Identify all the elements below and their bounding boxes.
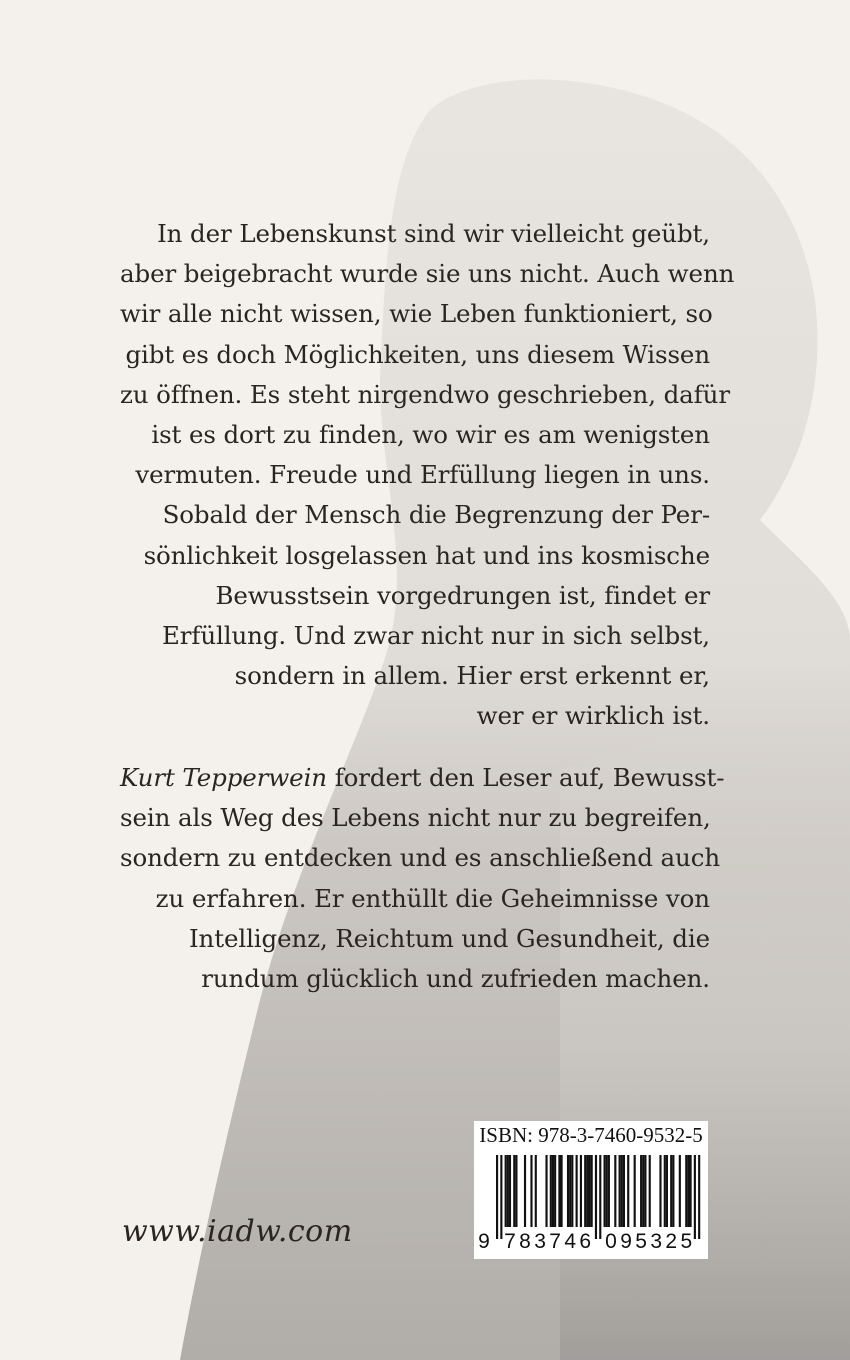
blurb-line: vermuten. Freude und Erfüllung liegen in uns. bbox=[135, 460, 710, 490]
barcode-bar bbox=[545, 1155, 547, 1227]
barcode-bar bbox=[670, 1155, 672, 1227]
barcode-bar bbox=[580, 1155, 582, 1227]
barcode-bar bbox=[640, 1155, 642, 1227]
barcode-bar bbox=[584, 1155, 586, 1227]
barcode-digit: 3 bbox=[650, 1230, 663, 1253]
barcode-bar bbox=[515, 1155, 517, 1227]
barcode-bar bbox=[690, 1155, 692, 1227]
blurb-line: ist es dort zu finden, wo wir es am wenigsten bbox=[151, 420, 710, 450]
barcode-bar bbox=[552, 1155, 554, 1227]
barcode-bar bbox=[513, 1155, 515, 1227]
barcode-bar bbox=[634, 1155, 636, 1227]
author-paragraph-line: zu erfahren. Er enthüllt die Geheimnisse von bbox=[155, 883, 710, 913]
barcode-bar bbox=[496, 1155, 498, 1239]
barcode-bar bbox=[507, 1155, 509, 1227]
barcode-bar bbox=[685, 1155, 687, 1227]
barcode-bar bbox=[524, 1155, 526, 1227]
barcode-bar bbox=[595, 1155, 597, 1239]
author-name: Kurt Tepperwein bbox=[120, 763, 327, 792]
barcode-bar bbox=[659, 1155, 661, 1227]
barcode-bar bbox=[591, 1155, 593, 1227]
barcode-bar bbox=[687, 1155, 689, 1227]
barcode-bar bbox=[588, 1155, 590, 1227]
barcode-bar bbox=[554, 1155, 556, 1227]
barcode-bar bbox=[679, 1155, 681, 1227]
author-paragraph-line: sein als Weg des Lebens nicht nur zu begreifen, bbox=[120, 803, 711, 833]
barcode-bar bbox=[694, 1155, 696, 1239]
barcode-bar bbox=[627, 1155, 629, 1227]
blurb-line: Bewusstsein vorgedrungen ist, findet er bbox=[215, 580, 710, 610]
author-paragraph bbox=[120, 758, 725, 999]
barcode-digit: 7 bbox=[504, 1230, 516, 1253]
blurb-line: gibt es doch Möglichkeiten, uns diesem Wissen bbox=[125, 339, 710, 369]
barcode-bar bbox=[666, 1155, 668, 1227]
barcode-bar bbox=[561, 1155, 563, 1227]
blurb-line: In der Lebenskunst sind wir vielleicht geübt, bbox=[157, 219, 710, 248]
barcode-bar bbox=[586, 1155, 588, 1227]
blurb-line: wer er wirklich ist. bbox=[476, 701, 710, 731]
barcode-digit: 4 bbox=[564, 1230, 577, 1253]
author-paragraph-line: Intelligenz, Reichtum und Gesundheit, die bbox=[188, 923, 710, 953]
barcode-digit: 6 bbox=[579, 1230, 592, 1253]
barcode-bar bbox=[571, 1155, 573, 1227]
barcode-bar bbox=[608, 1155, 610, 1227]
barcode-bar bbox=[569, 1155, 571, 1227]
author-paragraph-line: sondern zu entdecken und es anschließend auch bbox=[120, 843, 720, 873]
barcode-bar bbox=[623, 1155, 625, 1227]
barcode-bar bbox=[558, 1155, 560, 1227]
publisher-website: www.iadw.com bbox=[122, 1214, 353, 1249]
barcode-digit: 0 bbox=[605, 1230, 617, 1253]
blurb-line: wir alle nicht wissen, wie Leben funktioniert, so bbox=[120, 299, 713, 329]
author-paragraph-first-line-rest: fordert den Leser auf, Bewusst- bbox=[327, 763, 725, 792]
isbn-barcode bbox=[474, 1121, 708, 1259]
blurb-line: zu öffnen. Es steht nirgendwo geschrieben, dafür bbox=[120, 379, 730, 409]
barcode-bar bbox=[509, 1155, 511, 1227]
blurb-line: aber beigebracht wurde sie uns nicht. Auch wenn bbox=[120, 259, 735, 289]
barcode-bar bbox=[664, 1155, 666, 1227]
barcode-bar bbox=[500, 1155, 502, 1239]
author-paragraph-first-line bbox=[120, 758, 725, 798]
barcode-bar bbox=[644, 1155, 646, 1227]
barcode-digit: 5 bbox=[635, 1230, 647, 1253]
barcode-bar bbox=[619, 1155, 621, 1227]
barcode-bar bbox=[698, 1155, 700, 1239]
barcode-bar bbox=[614, 1155, 616, 1227]
blurb-line: Sobald der Mensch die Begrenzung der Per- bbox=[162, 500, 710, 530]
barcode-graphic bbox=[474, 1121, 708, 1259]
barcode-bar bbox=[649, 1155, 651, 1227]
blurb-line: Erfüllung. Und zwar nicht nur in sich selbst, bbox=[161, 621, 710, 651]
barcode-digit: 7 bbox=[549, 1230, 561, 1253]
barcode-bar bbox=[604, 1155, 606, 1227]
barcode-bar bbox=[621, 1155, 623, 1227]
barcode-digit: 5 bbox=[680, 1230, 693, 1253]
barcode-bar bbox=[535, 1155, 537, 1227]
barcode-digit: 9 bbox=[478, 1230, 490, 1253]
barcode-bar bbox=[550, 1155, 552, 1227]
back-cover-blurb bbox=[120, 214, 735, 737]
author-paragraph-line: rundum glücklich und zufrieden machen. bbox=[201, 964, 710, 994]
blurb-line: sondern in allem. Hier erst erkennt er, bbox=[234, 661, 710, 691]
barcode-bar bbox=[599, 1155, 601, 1239]
barcode-bar bbox=[672, 1155, 674, 1227]
barcode-bar bbox=[505, 1155, 507, 1227]
barcode-bar bbox=[576, 1155, 578, 1227]
barcode-digit: 9 bbox=[620, 1230, 632, 1253]
barcode-bar bbox=[642, 1155, 644, 1227]
isbn-label: ISBN: 978-3-7460-9532-5 bbox=[479, 1123, 703, 1147]
barcode-bar bbox=[530, 1155, 532, 1227]
blurb-line: sönlichkeit losgelassen hat und ins kosmische bbox=[143, 540, 710, 570]
barcode-digit: 2 bbox=[665, 1230, 678, 1253]
barcode-bar bbox=[606, 1155, 608, 1227]
barcode-digit: 8 bbox=[519, 1230, 531, 1253]
barcode-bar bbox=[567, 1155, 569, 1227]
barcode-digit: 3 bbox=[534, 1230, 546, 1253]
